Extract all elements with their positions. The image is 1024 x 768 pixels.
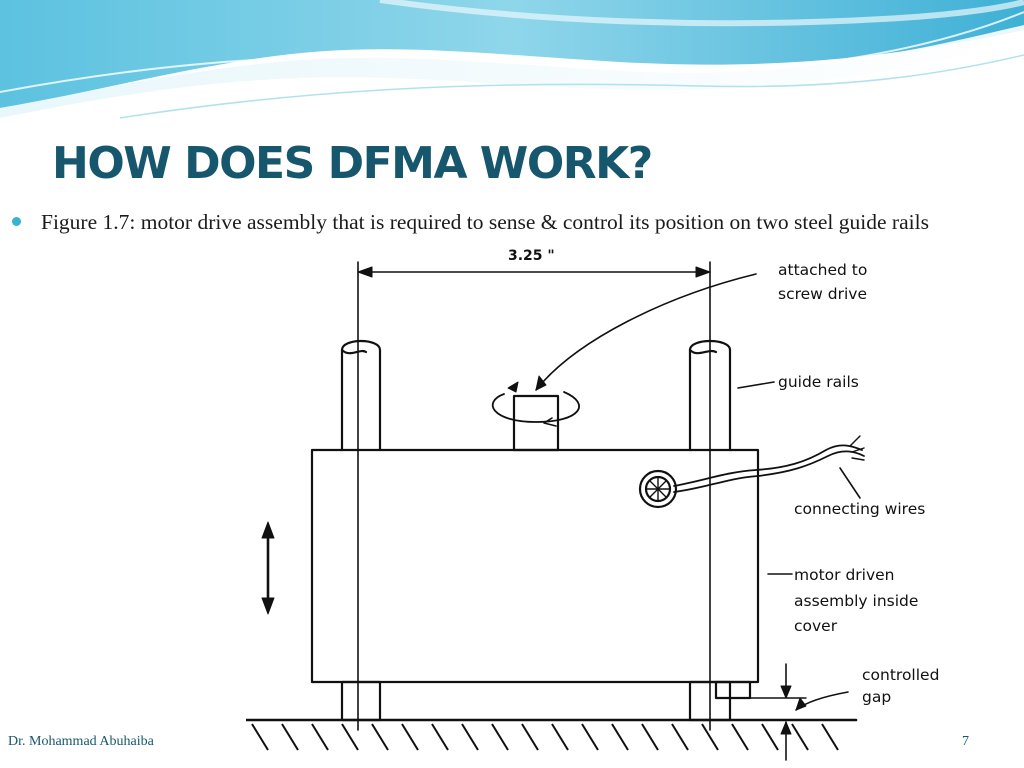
label-motor-line2: assembly inside <box>794 592 919 610</box>
label-motor-line1: motor driven <box>794 566 895 584</box>
label-attached-line1: attached to <box>778 261 868 279</box>
label-gap-line1: controlled <box>862 666 940 684</box>
label-motor-line3: cover <box>794 617 838 635</box>
bullet-icon <box>12 217 21 226</box>
page-number: 7 <box>962 734 969 749</box>
footer-author: Dr. Mohammad Abuhaiba <box>8 734 154 749</box>
header-wave-decoration <box>0 0 1024 120</box>
bullet-text: Figure 1.7: motor drive assembly that is required to sense & control its position on two steel guide rails <box>41 210 929 234</box>
label-connecting-wires: connecting wires <box>794 500 926 518</box>
label-attached-line2: screw drive <box>778 285 867 303</box>
label-guide-rails: guide rails <box>778 373 859 391</box>
label-gap-line2: gap <box>862 688 892 706</box>
slide-title: HOW DOES DFMA WORK? <box>52 138 652 189</box>
motor-drive-figure <box>246 240 978 768</box>
dimension-label: 3.25 " <box>508 248 555 264</box>
